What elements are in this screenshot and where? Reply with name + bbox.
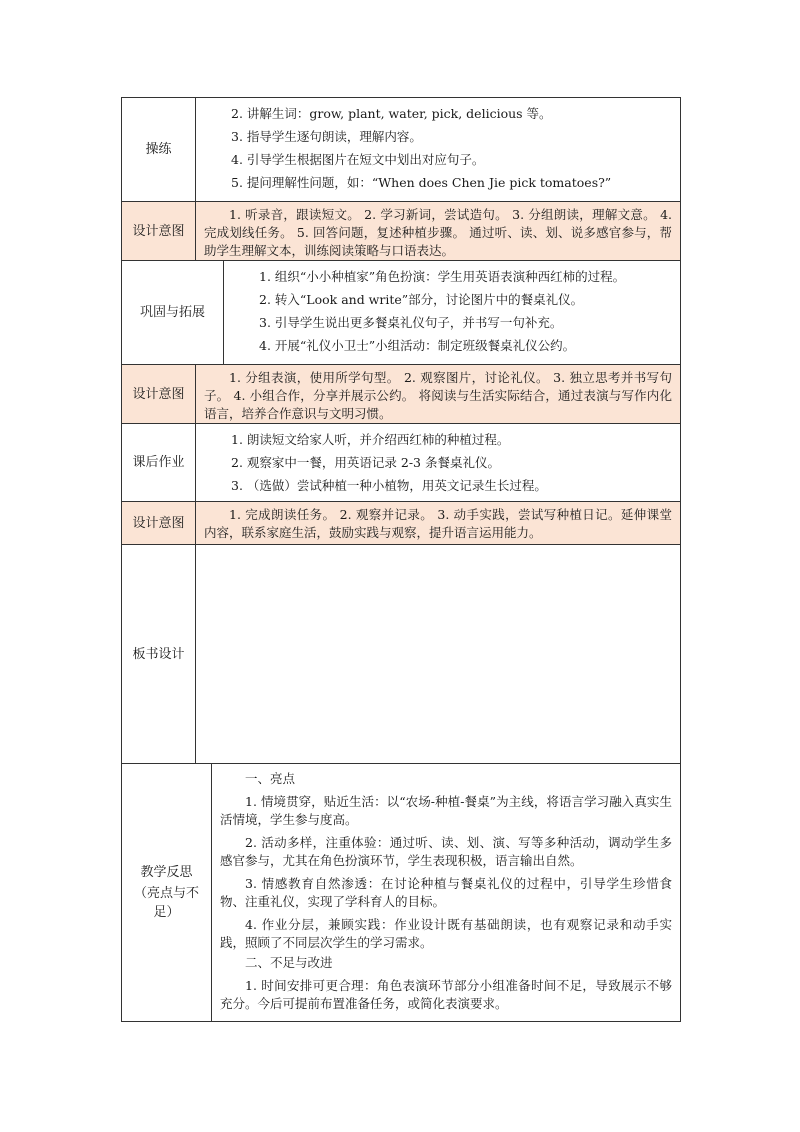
list-item: 2. 转入“Look and write”部分，讨论图片中的餐桌礼仪。 <box>259 291 584 307</box>
section-heading: 二、不足与改进 <box>245 955 333 970</box>
reflection-point: 2. 活动多样，注重体验：通过听、读、划、演、写等多种活动，调动学生多感官参与，尤其在角色扮演环节，学生表现积极，语言输出自然。 <box>220 835 672 868</box>
design-intent-text: 1. 听录音，跟读短文。 2. 学习新词，尝试造句。 3. 分组朗读，理解文意。 4. 完成划线任务。 5. 回答问题，复述种植步骤。 通过听、读、划、说多感官参与，帮助学生理解文本，训练阅读策略与口语表达。 <box>204 207 672 258</box>
extension-label: 巩固与拓展 <box>122 261 224 364</box>
reflection-point: 1. 情境贯穿，贴近生活：以“农场-种植-餐桌”为主线，将语言学习融入真实生活情境，学生参与度高。 <box>220 794 672 827</box>
design-intent-content <box>196 365 681 423</box>
reflection-title: 教学反思 <box>140 865 193 880</box>
list-item: 4. 开展“礼仪小卫士”小组活动：制定班级餐桌礼仪公约。 <box>259 337 576 353</box>
reflection-content <box>212 764 681 1021</box>
extension-row <box>122 261 681 365</box>
design-intent-row-3 <box>122 502 681 545</box>
board-design-row <box>122 545 681 764</box>
practice-label: 操练 <box>122 98 196 201</box>
list-item: 3. （选做）尝试种植一种小植物，用英文记录生长过程。 <box>231 477 547 493</box>
list-item: 5. 提问理解性问题，如：“When does Chen Jie pick tomatoes?” <box>231 174 612 190</box>
list-item: 3. 引导学生说出更多餐桌礼仪句子，并书写一句补充。 <box>259 314 563 330</box>
design-intent-content <box>196 502 681 544</box>
list-item: 2. 讲解生词：grow, plant, water, pick, delicious 等。 <box>231 105 552 121</box>
design-intent-text: 1. 完成朗读任务。 2. 观察并记录。 3. 动手实践，尝试写种植日记。延伸课堂内容，联系家庭生活，鼓励实践与观察，提升语言运用能力。 <box>204 507 672 540</box>
reflection-point: 4. 作业分层，兼顾实践：作业设计既有基础朗读，也有观察记录和动手实践，照顾了不同层次学生的学习需求。 <box>220 917 672 950</box>
design-intent-label: 设计意图 <box>122 365 196 423</box>
lesson-plan-table <box>121 97 681 1022</box>
list-item: 2. 观察家中一餐，用英语记录 2-3 条餐桌礼仪。 <box>231 454 500 470</box>
design-intent-text: 1. 分组表演，使用所学句型。 2. 观察图片，讨论礼仪。 3. 独立思考并书写句子。 4. 小组合作，分享并展示公约。 将阅读与生活实际结合，通过表演与写作内化语言，培养合作意识与文明习惯。 <box>204 370 672 421</box>
homework-label: 课后作业 <box>122 424 196 501</box>
practice-content <box>196 98 681 201</box>
list-item: 4. 引导学生根据图片在短文中划出对应句子。 <box>231 151 485 167</box>
reflection-label <box>122 764 212 1021</box>
design-intent-content <box>196 202 681 260</box>
improvement-point: 1. 时间安排可更合理：角色表演环节部分小组准备时间不足，导致展示不够充分。今后可提前布置准备任务，或简化表演要求。 <box>220 978 672 1011</box>
practice-row <box>122 98 681 202</box>
board-design-content <box>196 545 681 763</box>
design-intent-label: 设计意图 <box>122 202 196 260</box>
reflection-point: 3. 情感教育自然渗透：在讨论种植与餐桌礼仪的过程中，引导学生珍惜食物、注重礼仪，实现了学科育人的目标。 <box>220 876 672 909</box>
list-item: 1. 组织“小小种植家”角色扮演：学生用英语表演种西红柿的过程。 <box>259 268 626 284</box>
homework-content <box>196 424 681 501</box>
list-item: 1. 朗读短文给家人听，并介绍西红柿的种植过程。 <box>231 431 510 447</box>
design-intent-row-2 <box>122 365 681 424</box>
design-intent-row-1 <box>122 202 681 261</box>
reflection-subtitle: （亮点与不足） <box>133 886 199 920</box>
homework-row <box>122 424 681 502</box>
board-design-label: 板书设计 <box>122 545 196 763</box>
reflection-row <box>122 764 681 1022</box>
list-item: 3. 指导学生逐句朗读，理解内容。 <box>231 128 422 144</box>
section-heading: 一、亮点 <box>245 771 296 786</box>
design-intent-label: 设计意图 <box>122 502 196 544</box>
extension-content <box>224 261 681 364</box>
